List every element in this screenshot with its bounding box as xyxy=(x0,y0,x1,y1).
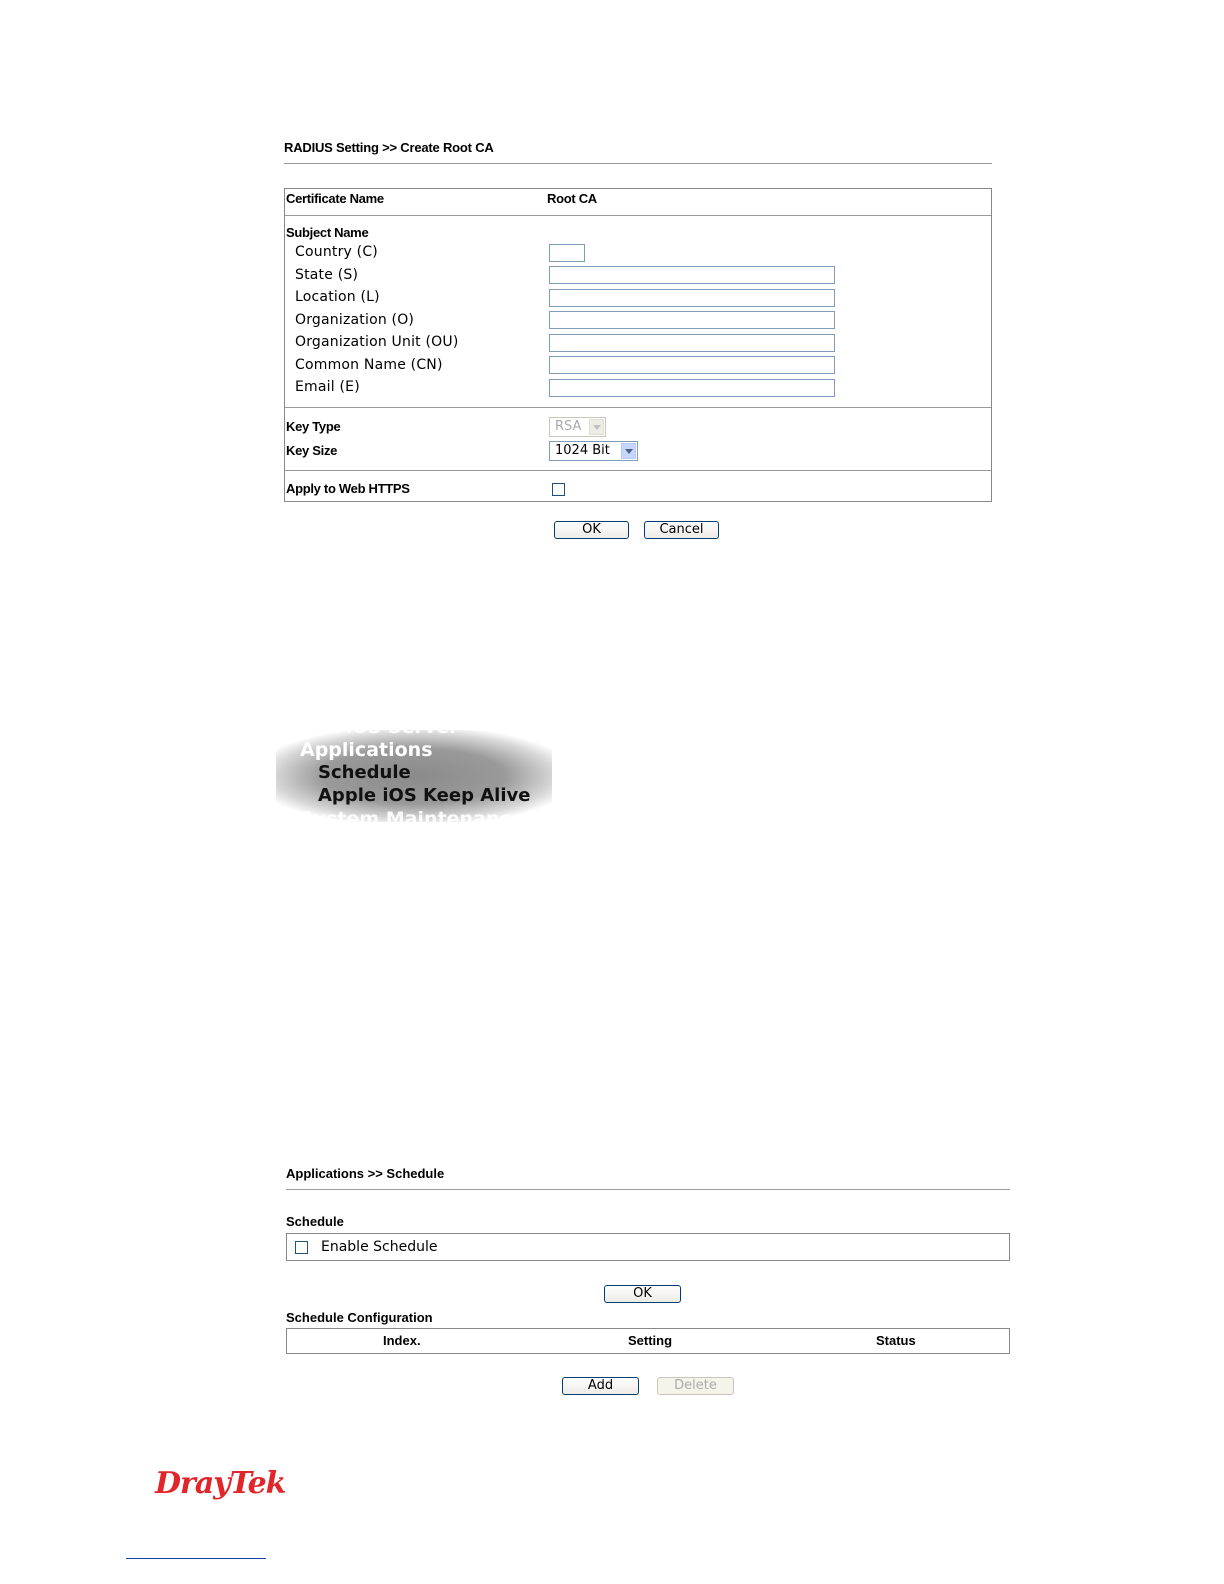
subject-name-label: Subject Name xyxy=(286,225,369,240)
enable-schedule-box xyxy=(286,1233,1010,1261)
form-divider xyxy=(285,407,991,408)
column-header-setting: Setting xyxy=(628,1333,673,1348)
footer-divider xyxy=(126,1558,266,1559)
add-button[interactable]: Add xyxy=(562,1377,639,1395)
menu-item-schedule[interactable]: Schedule xyxy=(318,762,411,783)
enable-schedule-label: Enable Schedule xyxy=(321,1239,438,1255)
country-label: Country (C) xyxy=(295,244,378,260)
draytek-logo: DrayTek xyxy=(155,1466,286,1501)
column-header-status: Status xyxy=(876,1333,916,1348)
certificate-name-label: Certificate Name xyxy=(286,191,384,206)
menu-item-apple-ios-keep-alive[interactable]: Apple iOS Keep Alive xyxy=(318,785,531,806)
delete-button: Delete xyxy=(657,1377,734,1395)
ok-button[interactable]: OK xyxy=(554,521,629,539)
location-input[interactable] xyxy=(549,289,835,307)
chevron-down-icon xyxy=(589,419,604,435)
key-size-select[interactable] xyxy=(549,441,638,461)
certificate-name-value: Root CA xyxy=(547,191,597,206)
common-name-label: Common Name (CN) xyxy=(295,357,443,373)
organization-input[interactable] xyxy=(549,311,835,329)
menu-item-radius-server[interactable]: RADIUS Server xyxy=(300,716,459,738)
schedule-table-header xyxy=(286,1328,1010,1354)
key-type-value: RSA xyxy=(555,419,582,434)
form-divider xyxy=(285,215,991,216)
title-divider xyxy=(286,1189,1010,1190)
email-input[interactable] xyxy=(549,379,835,397)
state-input[interactable] xyxy=(549,266,835,284)
organization-label: Organization (O) xyxy=(295,312,415,328)
state-label: State (S) xyxy=(295,267,359,283)
common-name-input[interactable] xyxy=(549,356,835,374)
page-title-create-root-ca: RADIUS Setting >> Create Root CA xyxy=(284,140,494,155)
create-root-ca-form xyxy=(284,188,992,502)
column-header-index: Index. xyxy=(383,1333,421,1348)
email-label: Email (E) xyxy=(295,379,360,395)
menu-screenshot xyxy=(276,716,552,830)
schedule-ok-button[interactable]: OK xyxy=(604,1285,681,1303)
key-size-label: Key Size xyxy=(286,443,338,458)
key-type-select xyxy=(549,417,606,437)
location-label: Location (L) xyxy=(295,289,380,305)
page-title-schedule: Applications >> Schedule xyxy=(286,1166,445,1181)
apply-https-checkbox[interactable] xyxy=(552,483,565,496)
chevron-down-icon[interactable] xyxy=(621,443,636,459)
menu-item-system-maintenance[interactable]: System Maintenance xyxy=(300,808,524,830)
enable-schedule-checkbox[interactable] xyxy=(295,1241,308,1254)
key-type-label: Key Type xyxy=(286,419,341,434)
title-divider xyxy=(284,163,992,164)
form-divider xyxy=(285,470,991,471)
cancel-button[interactable]: Cancel xyxy=(644,521,719,539)
key-size-value: 1024 Bit xyxy=(555,443,610,458)
organization-unit-input[interactable] xyxy=(549,334,835,352)
schedule-configuration-label: Schedule Configuration xyxy=(286,1310,433,1325)
menu-item-applications[interactable]: Applications xyxy=(300,739,433,761)
organization-unit-label: Organization Unit (OU) xyxy=(295,334,459,350)
schedule-section-label: Schedule xyxy=(286,1214,344,1229)
apply-https-label: Apply to Web HTTPS xyxy=(286,481,410,496)
country-input[interactable] xyxy=(549,244,585,262)
